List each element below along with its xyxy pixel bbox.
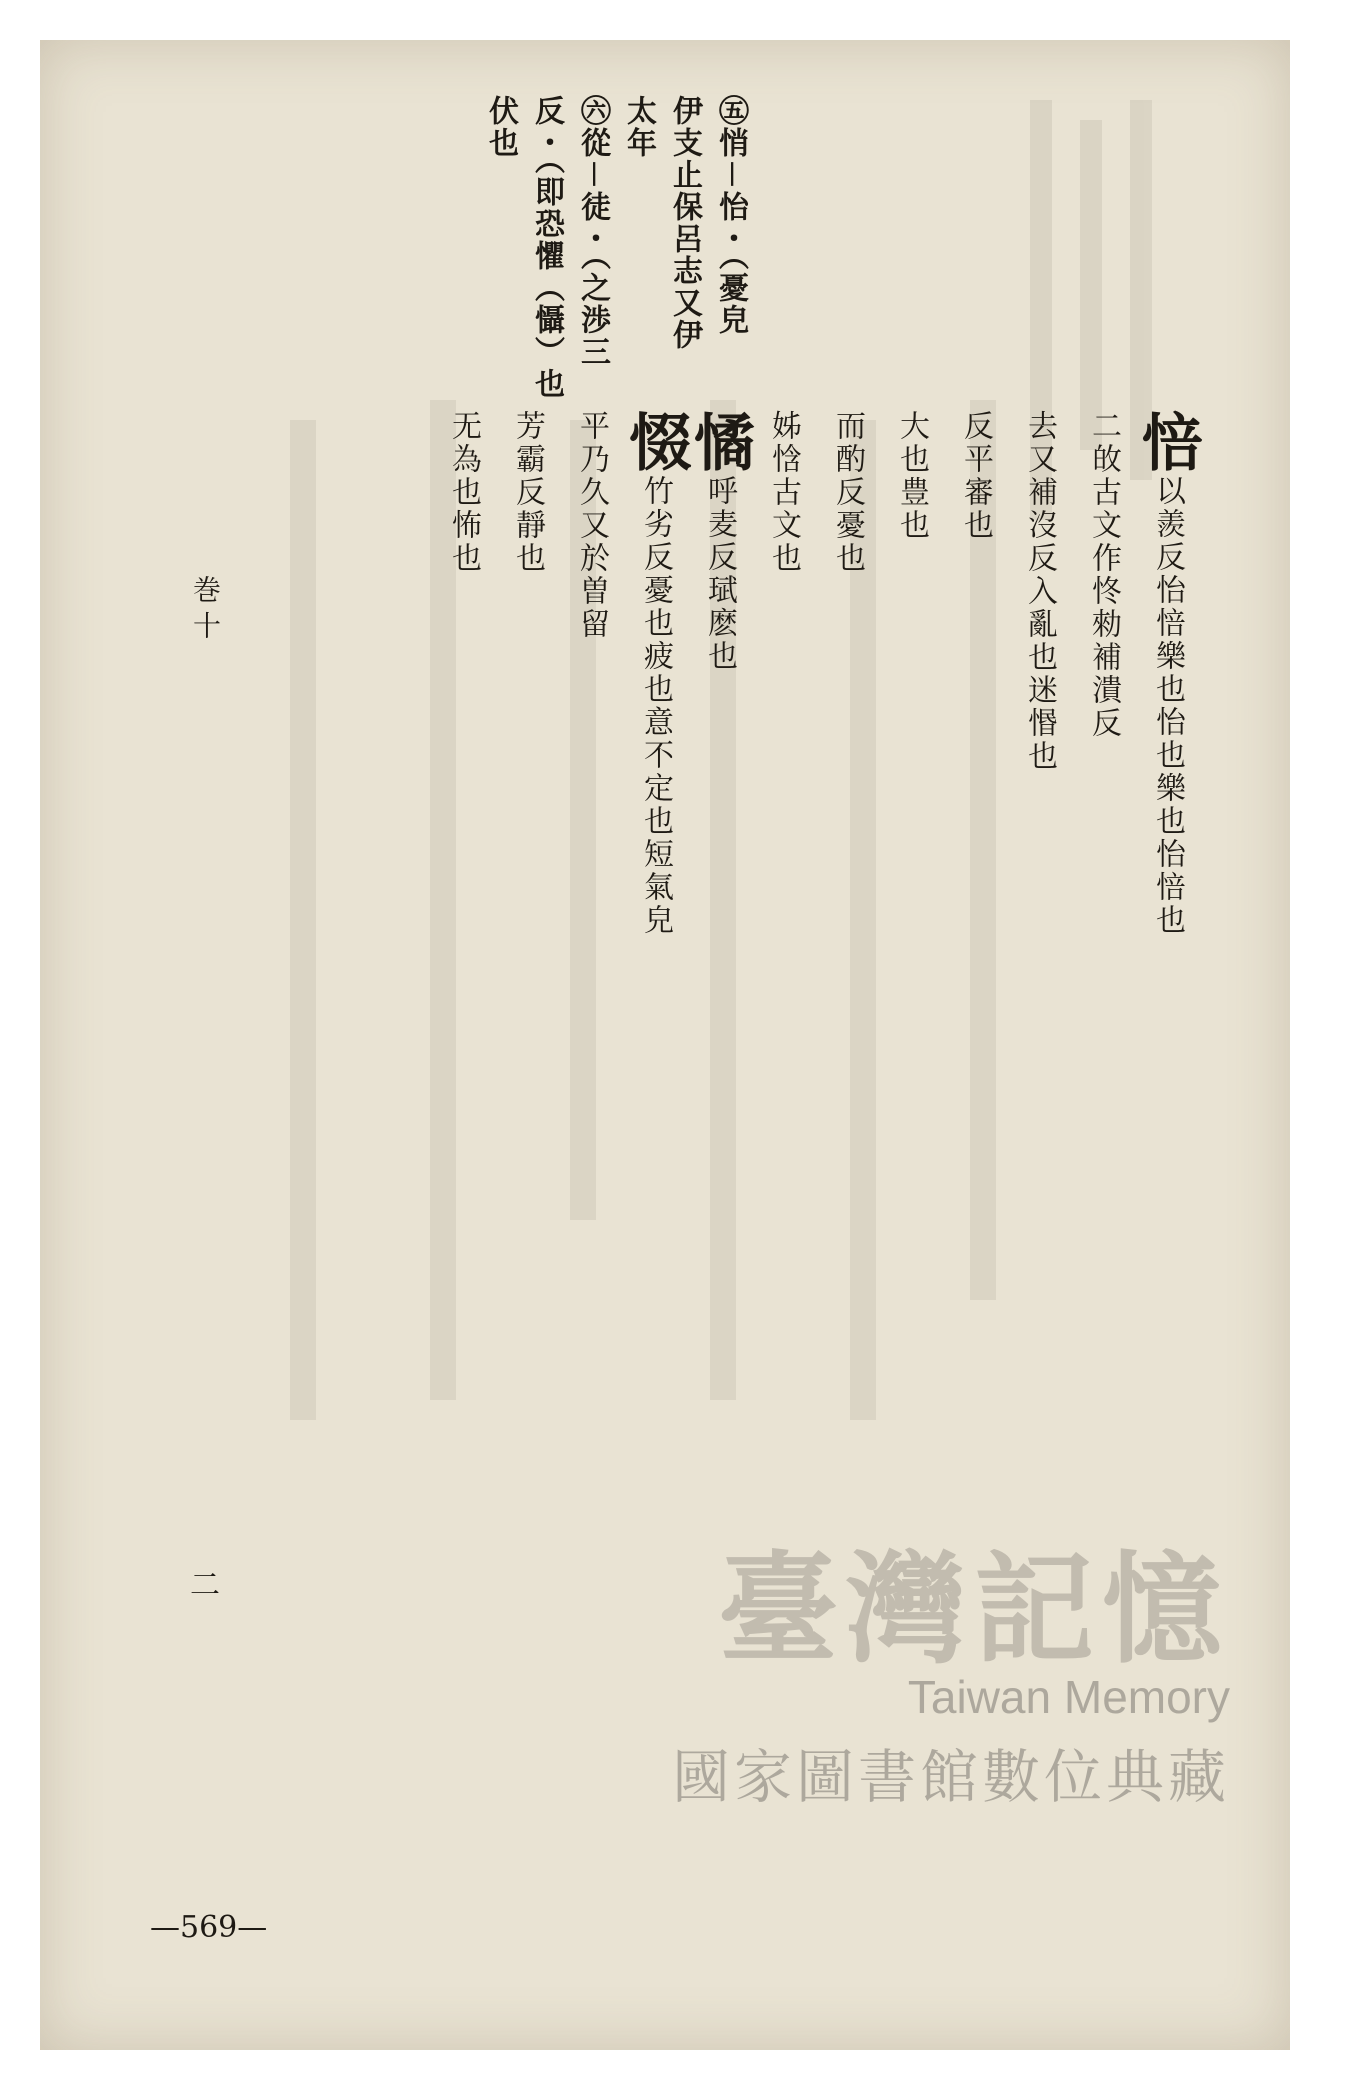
gloss-text: 芳霸反靜也 [510, 410, 545, 575]
note-line: 伏也 [483, 95, 518, 159]
note-line: ㊅從－徒・（之渉三 [575, 95, 610, 368]
note-line: 太年 [621, 95, 656, 159]
leaf-number: 二 [190, 1568, 220, 1603]
scanned-page [40, 40, 1290, 2050]
watermark-english: Taiwan Memory [907, 1671, 1230, 1723]
note-line: 伊支止保呂志又伊 [667, 95, 702, 351]
gloss-text: 无為也怖也 [446, 410, 481, 575]
gloss-text: 二敀古文作㤏勑補潰反 [1086, 410, 1121, 740]
gloss-text: 呼麦反珷麽也 [702, 475, 737, 673]
text-column [435, 410, 491, 1790]
gloss-text: 以羨反怡㥉樂也怡也樂也怡㥉也 [1150, 475, 1185, 937]
head-character: 惙 [619, 410, 692, 475]
head-character: 㥉 [1131, 410, 1204, 475]
head-character: 憰 [683, 410, 756, 475]
page-number: —569— [150, 1910, 268, 1945]
gloss-text: 而酌反憂也 [830, 410, 865, 575]
watermark-chinese: 國家圖書館數位典藏 [671, 1743, 1230, 1811]
gloss-text: 去又補沒反入亂也迷惽也 [1022, 410, 1057, 773]
note-line: 反・（即恐懼（懾）也 [529, 95, 564, 400]
gloss-text: 姊㤷古文也 [766, 410, 801, 575]
gloss-text: 平乃久又於曽留 [574, 410, 609, 641]
gloss-text: 反平審也 [958, 410, 993, 542]
watermark [610, 1540, 1230, 1814]
gloss-text: 竹劣反憂也疲也意不定也短氣皃 [638, 475, 673, 937]
watermark-logo: 臺灣記憶 [718, 1539, 1230, 1680]
text-column [499, 410, 555, 1790]
note-line: ㊄悄－怡・（憂皃 [713, 95, 748, 336]
annotation-notes [480, 95, 750, 400]
volume-label: 巻十 [189, 575, 222, 647]
gloss-text: 大也豊也 [894, 410, 929, 542]
